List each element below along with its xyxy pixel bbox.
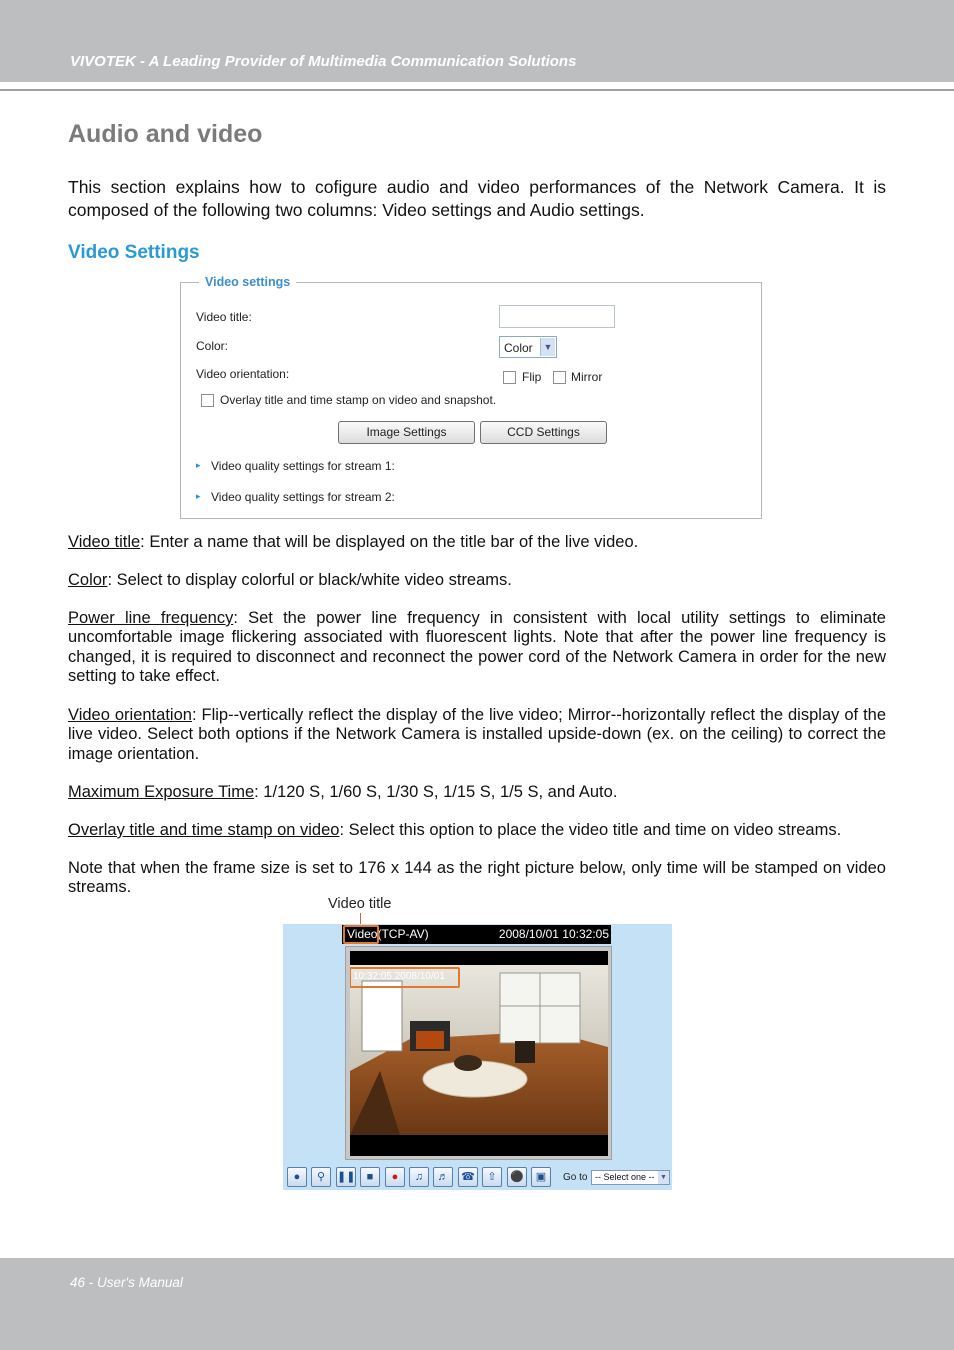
camera-icon[interactable]: ● (287, 1167, 307, 1187)
video-title-input[interactable] (499, 305, 615, 328)
live-video[interactable] (350, 951, 608, 1156)
desc-exposure (68, 783, 886, 802)
volume-icon[interactable]: ♫ (409, 1167, 429, 1187)
fullscreen-icon[interactable]: ▣ (531, 1167, 551, 1187)
title-video: Video (347, 927, 378, 941)
color-label: Color: (196, 339, 229, 353)
goto-select-value: -- Select one -- (595, 1172, 655, 1182)
desc-power-line (68, 609, 886, 686)
header-title: VIVOTEK - A Leading Provider of Multimedia Communication Solutions (70, 53, 577, 70)
definition: : Select this option to place the video title and time on video streams. (339, 821, 842, 839)
ccd-settings-button[interactable]: CCD Settings (480, 421, 607, 444)
record-icon[interactable]: ● (385, 1167, 405, 1187)
overlay-label: Overlay title and time stamp on video and snapshot. (220, 393, 497, 407)
term: Color (68, 571, 108, 589)
desc-video-title (68, 533, 886, 552)
video-orientation-label: Video orientation: (196, 367, 290, 381)
color-select-value: Color (504, 341, 533, 355)
time-stamp: 10:32:05 2008/10/01 (353, 971, 445, 982)
flip-label: Flip (522, 370, 542, 384)
video-settings-heading: Video Settings (68, 242, 200, 263)
stream1-quality-link[interactable]: Video quality settings for stream 1: (211, 459, 395, 473)
video-settings-panel (180, 275, 762, 519)
term: Maximum Exposure Time (68, 783, 255, 801)
desc-orientation (68, 706, 886, 764)
stop-icon[interactable]: ■ (360, 1167, 380, 1187)
video-frame (345, 946, 612, 1160)
page-footer (0, 1258, 954, 1350)
section-intro: This section explains how to cofigure audio and video performances of the Network Camera. It is composed of the following two columns: Video settings and Audio settings. (68, 177, 886, 220)
microphone-icon[interactable]: ⚫ (507, 1167, 527, 1187)
stream2-quality-link[interactable]: Video quality settings for stream 2: (211, 490, 395, 504)
desc-overlay (68, 821, 886, 840)
image-settings-button[interactable]: Image Settings (338, 421, 475, 444)
page-number: 46 - User's Manual (70, 1275, 183, 1290)
header-divider (0, 89, 954, 91)
panel-legend: Video settings (199, 275, 296, 289)
definition: : 1/120 S, 1/60 S, 1/30 S, 1/15 S, 1/5 S, and Auto. (254, 783, 618, 801)
page-header (0, 0, 954, 82)
flip-checkbox[interactable] (503, 371, 516, 384)
figure-caption: Video title (328, 896, 392, 912)
goto-label: Go to (563, 1172, 588, 1183)
chevron-down-icon: ▼ (658, 1171, 669, 1184)
definition: : Select to display colorful or black/white video streams. (107, 571, 512, 589)
live-view-figure (283, 924, 672, 1190)
title-protocol: (TCP-AV) (377, 927, 429, 941)
term: Video title (68, 533, 141, 551)
speaker-icon[interactable]: ♬ (433, 1167, 453, 1187)
pause-icon[interactable]: ❚❚ (336, 1167, 356, 1187)
chevron-down-icon: ▼ (540, 338, 555, 356)
mirror-label: Mirror (571, 370, 603, 384)
video-title-highlight (343, 925, 379, 944)
video-title-bar (342, 925, 611, 944)
expand-arrow-icon[interactable]: ▸ (196, 491, 201, 501)
color-select[interactable] (499, 336, 557, 358)
time-stamp-highlight (350, 967, 460, 988)
video-title-label: Video title: (196, 310, 252, 324)
talk-icon[interactable]: ☎ (458, 1167, 478, 1187)
zoom-icon[interactable]: ⚲ (311, 1167, 331, 1187)
mirror-checkbox[interactable] (553, 371, 566, 384)
desc-color (68, 571, 886, 590)
term: Overlay title and time stamp on video (68, 821, 340, 839)
goto-select[interactable] (591, 1170, 670, 1185)
definition: : Enter a name that will be displayed on the title bar of the live video. (140, 533, 639, 551)
section-title: Audio and video (68, 120, 263, 148)
term: Video orientation (68, 706, 192, 724)
upload-icon[interactable]: ⇧ (482, 1167, 502, 1187)
overlay-checkbox[interactable] (201, 394, 214, 407)
desc-overlay-note: Note that when the frame size is set to 176 x 144 as the right picture below, only time will be stamped on video streams. (68, 859, 886, 897)
definition: : Flip--vertically reflect the display of the live video; Mirror--horizontally reflect the display of the live video. Select both options if the Network Camera is installed upside-down (ex. on the ceiling) to correct the image orientation. (68, 706, 887, 763)
expand-arrow-icon[interactable]: ▸ (196, 460, 201, 470)
term: Power line frequency (68, 609, 234, 627)
title-datetime: 2008/10/01 10:32:05 (498, 927, 609, 941)
definition: : Set the power line frequency in consistent with local utility settings to eliminate uncomfortable image flickering associated with fluorescent lights. Note that after the power line frequency is changed, it is required to disconnect and reconnect the power cord of the Network Camera in order for the new setting to take effect. (68, 609, 886, 685)
